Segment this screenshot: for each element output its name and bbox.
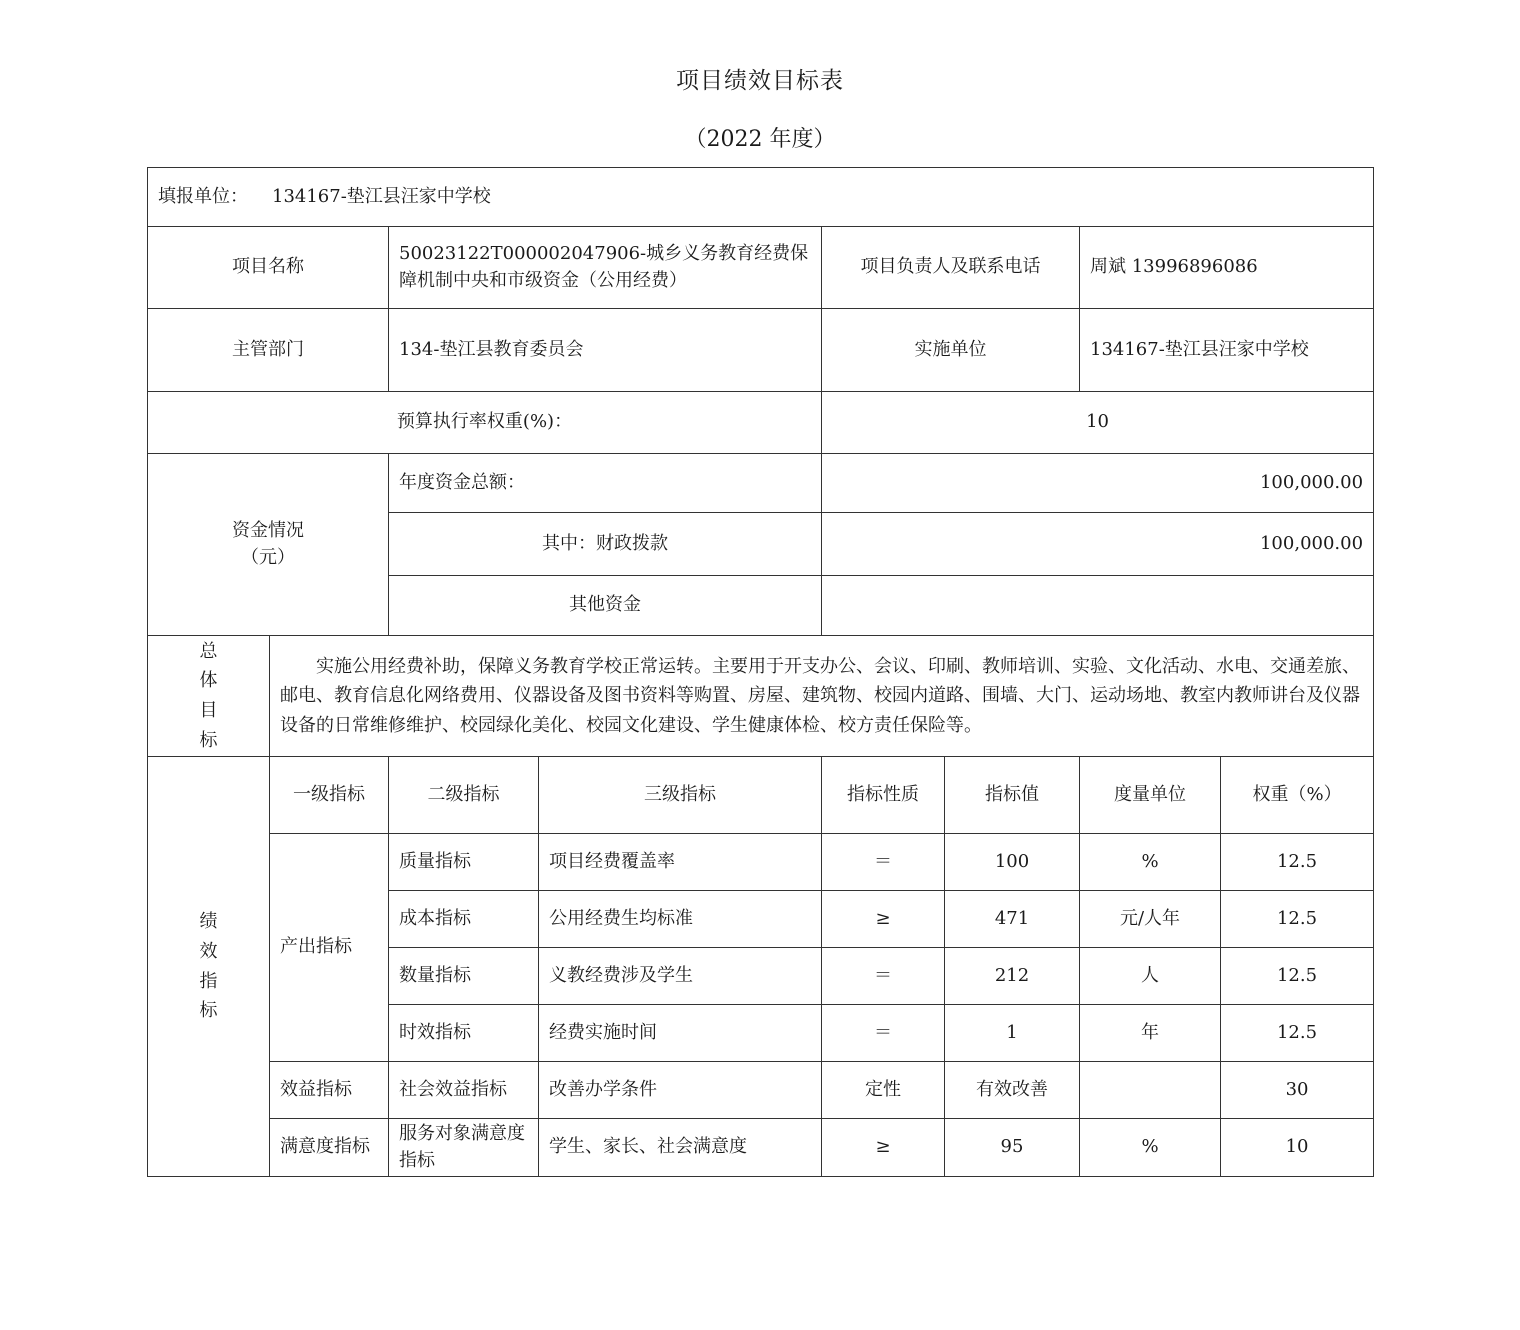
funds-total-label: 年度资金总额：: [389, 454, 822, 513]
table-row: [148, 834, 1374, 891]
header-unit: 度量单位: [1080, 757, 1221, 834]
level3-cell: 义教经费涉及学生: [539, 948, 822, 1005]
budget-rate-value: 10: [822, 392, 1374, 454]
nature-cell: ＝: [822, 834, 945, 891]
level2-cell: 数量指标: [389, 948, 539, 1005]
indicators-label: 绩 效 指 标: [148, 757, 270, 1177]
level2-cell: 时效指标: [389, 1005, 539, 1062]
weight-cell: 12.5: [1221, 891, 1374, 948]
nature-cell: ≥: [822, 891, 945, 948]
unit-cell: %: [1080, 834, 1221, 891]
unit-cell: 年: [1080, 1005, 1221, 1062]
value-cell: 1: [945, 1005, 1080, 1062]
performance-target-table: [147, 167, 1374, 1177]
funds-unit: （元）: [241, 546, 295, 568]
header-value: 指标值: [945, 757, 1080, 834]
level2-cell: 质量指标: [389, 834, 539, 891]
level2-cell: 服务对象满意度指标: [389, 1119, 539, 1177]
goal-text: 实施公用经费补助，保障义务教育学校正常运转。主要用于开支办公、会议、印刷、教师培训、实验、文化活动、水电、交通差旅、邮电、教育信息化网络费用、仪器设备及图书资料等购置、房屋、建筑物、校园内道路、围墙、大门、运动场地、教室内教师讲台及仪器设备的日常维修维护、校园绿化美化、校园文化建设、学生健康体检、校方责任保险等。: [270, 636, 1374, 757]
funds-total-row: [148, 454, 1374, 513]
value-cell: 95: [945, 1119, 1080, 1177]
report-unit-label: 填报单位：: [158, 185, 248, 207]
level3-cell: 公用经费生均标准: [539, 891, 822, 948]
page-subtitle: （2022 年度）: [684, 127, 836, 152]
table-row: [148, 1119, 1374, 1177]
unit-cell: [1080, 1062, 1221, 1119]
level3-cell: 学生、家长、社会满意度: [539, 1119, 822, 1177]
department-value: 134-垫江县教育委员会: [389, 309, 822, 392]
header-nature: 指标性质: [822, 757, 945, 834]
contact-label: 项目负责人及联系电话: [822, 227, 1080, 309]
group-output: 产出指标: [270, 834, 389, 1062]
group-benefit: 效益指标: [270, 1062, 389, 1119]
header-level1: 一级指标: [270, 757, 389, 834]
level3-cell: 项目经费覆盖率: [539, 834, 822, 891]
weight-cell: 30: [1221, 1062, 1374, 1119]
contact-value: 周斌 13996896086: [1080, 227, 1374, 309]
funds-fiscal-value: 100,000.00: [822, 513, 1374, 576]
funds-total-value: 100,000.00: [822, 454, 1374, 513]
funds-label: 资金情况: [232, 520, 304, 542]
report-unit-cell: [148, 168, 1374, 227]
department-row: [148, 309, 1374, 392]
unit-cell: 人: [1080, 948, 1221, 1005]
funds-other-value: [822, 576, 1374, 636]
group-satisfaction: 满意度指标: [270, 1119, 389, 1177]
nature-cell: ≥: [822, 1119, 945, 1177]
nature-cell: ＝: [822, 1005, 945, 1062]
budget-rate-label: 预算执行率权重(%)：: [148, 392, 822, 454]
level3-cell: 改善办学条件: [539, 1062, 822, 1119]
budget-rate-row: [148, 392, 1374, 454]
value-cell: 471: [945, 891, 1080, 948]
header-level3: 三级指标: [539, 757, 822, 834]
nature-cell: ＝: [822, 948, 945, 1005]
value-cell: 100: [945, 834, 1080, 891]
header-weight: 权重（%）: [1221, 757, 1374, 834]
goal-label: 总 体 目 标: [148, 636, 270, 757]
implementing-unit-label: 实施单位: [822, 309, 1080, 392]
department-label: 主管部门: [148, 309, 389, 392]
goal-row: [148, 636, 1374, 757]
weight-cell: 12.5: [1221, 834, 1374, 891]
nature-cell: 定性: [822, 1062, 945, 1119]
value-cell: 212: [945, 948, 1080, 1005]
weight-cell: 12.5: [1221, 1005, 1374, 1062]
funds-label-cell: [148, 454, 389, 636]
unit-cell: %: [1080, 1119, 1221, 1177]
report-unit-row: [148, 168, 1374, 227]
project-name-value: 50023122T000002047906-城乡义务教育经费保障机制中央和市级资金（公用经费）: [389, 227, 822, 309]
unit-cell: 元/人年: [1080, 891, 1221, 948]
level2-cell: 社会效益指标: [389, 1062, 539, 1119]
table-row: [148, 1062, 1374, 1119]
funds-other-label: 其他资金: [389, 576, 822, 636]
header-level2: 二级指标: [389, 757, 539, 834]
value-cell: 有效改善: [945, 1062, 1080, 1119]
page-title: 项目绩效目标表: [676, 68, 844, 94]
level2-cell: 成本指标: [389, 891, 539, 948]
implementing-unit-value: 134167-垫江县汪家中学校: [1080, 309, 1374, 392]
weight-cell: 10: [1221, 1119, 1374, 1177]
funds-fiscal-label: 其中：财政拨款: [389, 513, 822, 576]
indicator-header-row: [148, 757, 1374, 834]
report-unit-value: 134167-垫江县汪家中学校: [272, 185, 491, 207]
project-name-row: [148, 227, 1374, 309]
level3-cell: 经费实施时间: [539, 1005, 822, 1062]
project-name-label: 项目名称: [148, 227, 389, 309]
weight-cell: 12.5: [1221, 948, 1374, 1005]
